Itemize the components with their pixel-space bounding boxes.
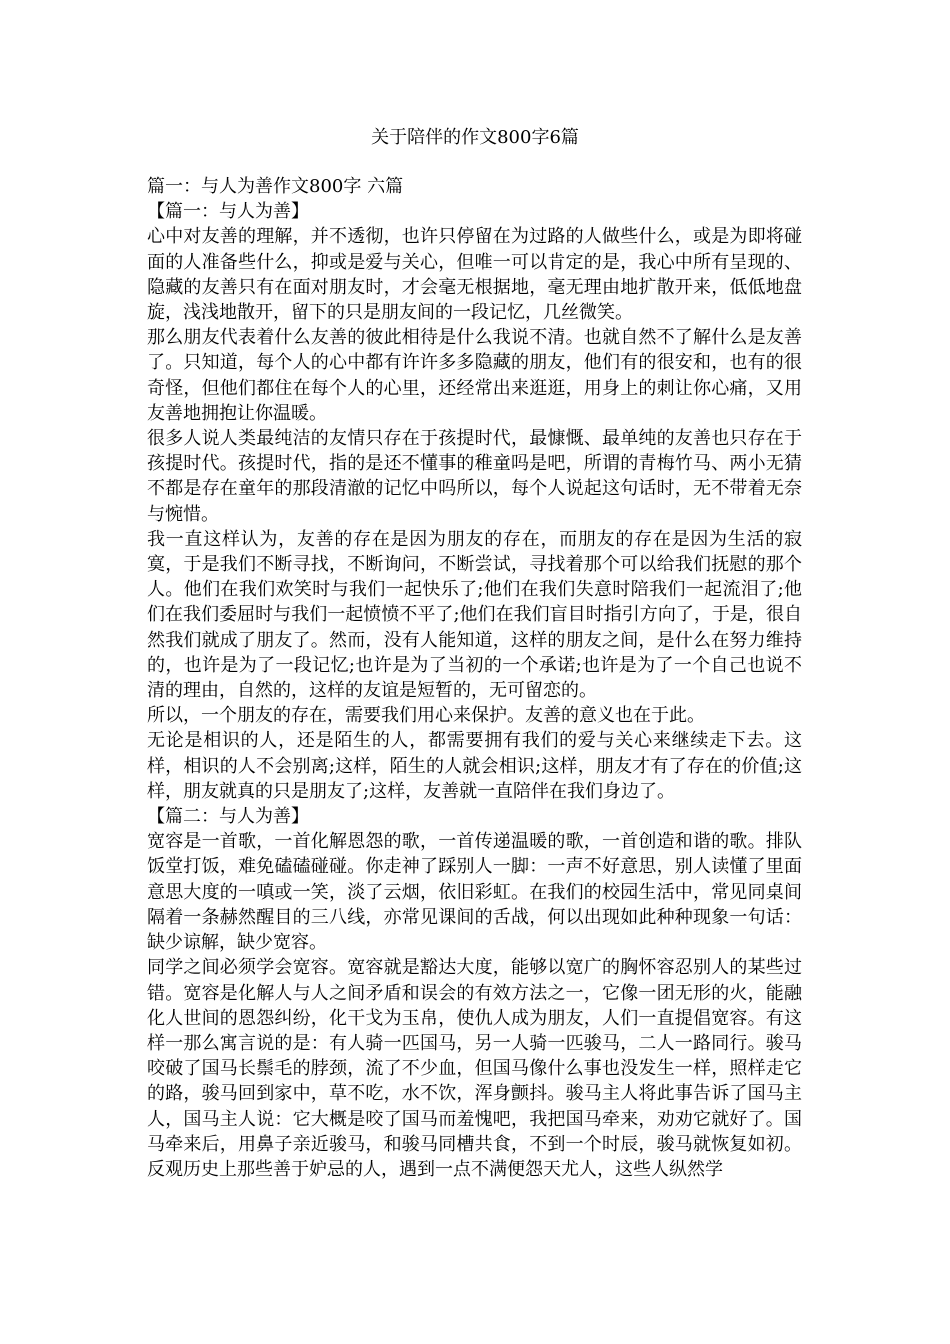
paragraph: 很多人说人类最纯洁的友情只存在于孩提时代，最慷慨、最单纯的友善也只存在于孩提时代。孩提时代，指的是还不懂事的稚童吗是吧，所谓的青梅竹马、两小无猜不都是存在童年的那段清澈的记忆中吗所以，每个人说起这句话时，无不带着无奈与惋惜。 <box>147 428 802 525</box>
paragraph: 那么朋友代表着什么友善的彼此相待是什么我说不清。也就自然不了解什么是友善了。只知道，每个人的心中都有许许多多隐藏的朋友，他们有的很安和，也有的很奇怪，但他们都住在每个人的心里，还经常出来逛逛，用身上的刺让你心痛，又用友善地拥抱让你温暖。 <box>147 327 802 424</box>
document-title: 关于陪伴的作文800字6篇 <box>371 127 579 148</box>
section-heading-2: 【篇二：与人为善】 <box>147 806 309 828</box>
paragraph: 宽容是一首歌，一首化解恩怨的歌，一首传递温暖的歌，一首创造和谐的歌。排队饭堂打饭，难免磕磕碰碰。你走神了踩别人一脚：一声不好意思，别人读懂了里面意思大度的一嗔或一笑，淡了云烟，依旧彩虹。在我们的校园生活中，常见同桌间隔着一条赫然醒目的三八线，亦常见课间的舌战，何以出现如此种种现象一句话：缺少谅解，缺少宽容。 <box>147 831 802 954</box>
document-subtitle: 篇一：与人为善作文800字 六篇 <box>147 176 404 197</box>
paragraph: 无论是相识的人，还是陌生的人，都需要拥有我们的爱与关心来继续走下去。这样，相识的人不会别离;这样，陌生的人就会相识;这样，朋友才有了存在的价值;这样，朋友就真的只是朋友了;这样，友善就一直陪伴在我们身边了。 <box>147 730 802 802</box>
section-heading-1: 【篇一：与人为善】 <box>147 201 309 223</box>
paragraph: 所以，一个朋友的存在，需要我们用心来保护。友善的意义也在于此。 <box>147 705 705 727</box>
paragraph: 同学之间必须学会宽容。宽容就是豁达大度，能够以宽广的胸怀容忍别人的某些过错。宽容是化解人与人之间矛盾和误会的有效方法之一，它像一团无形的火，能融化人世间的恩怨纠纷，化干戈为玉帛，使仇人成为朋友，人们一直提倡宽容。有这样一那么寓言说的是：有人骑一匹国马，另一人骑一匹骏马，二人一路同行。骏马咬破了国马长鬃毛的脖颈，流了不少血，但国马像什么事也没发生一样，照样走它的路，骏马回到家中，草不吃，水不饮，浑身颤抖。骏马主人将此事告诉了国马主人，国马主人说：它大概是咬了国马而羞愧吧，我把国马牵来，劝劝它就好了。国马牵来后，用鼻子亲近骏马，和骏马同槽共食，不到一个时辰，骏马就恢复如初。反观历史上那些善于妒忌的人，遇到一点不满便怨天尤人，这些人纵然学 <box>147 957 802 1180</box>
paragraph: 我一直这样认为，友善的存在是因为朋友的存在，而朋友的存在是因为生活的寂寞，于是我们不断寻找，不断询问，不断尝试，寻找着那个可以给我们抚慰的那个人。他们在我们欢笑时与我们一起快乐了;他们在我们失意时陪我们一起流泪了;他们在我们委屈时与我们一起愤愤不平了;他们在我们盲目时指引方向了，于是，很自然我们就成了朋友了。然而，没有人能知道，这样的朋友之间，是什么在努力维持的，也许是为了一段记忆;也许是为了当初的一个承诺;也许是为了一个自己也说不清的理由，自然的，这样的友谊是短暂的，无可留恋的。 <box>147 528 802 702</box>
document-body <box>147 174 802 1182</box>
paragraph: 心中对友善的理解，并不透彻，也许只停留在为过路的人做些什么，或是为即将碰面的人准备些什么，抑或是爱与关心，但唯一可以肯定的是，我心中所有呈现的、隐藏的友善只有在面对朋友时，才会毫无根据地，毫无理由地扩散开来，低低地盘旋，浅浅地散开，留下的只是朋友间的一段记忆，几丝微笑。 <box>147 226 802 324</box>
